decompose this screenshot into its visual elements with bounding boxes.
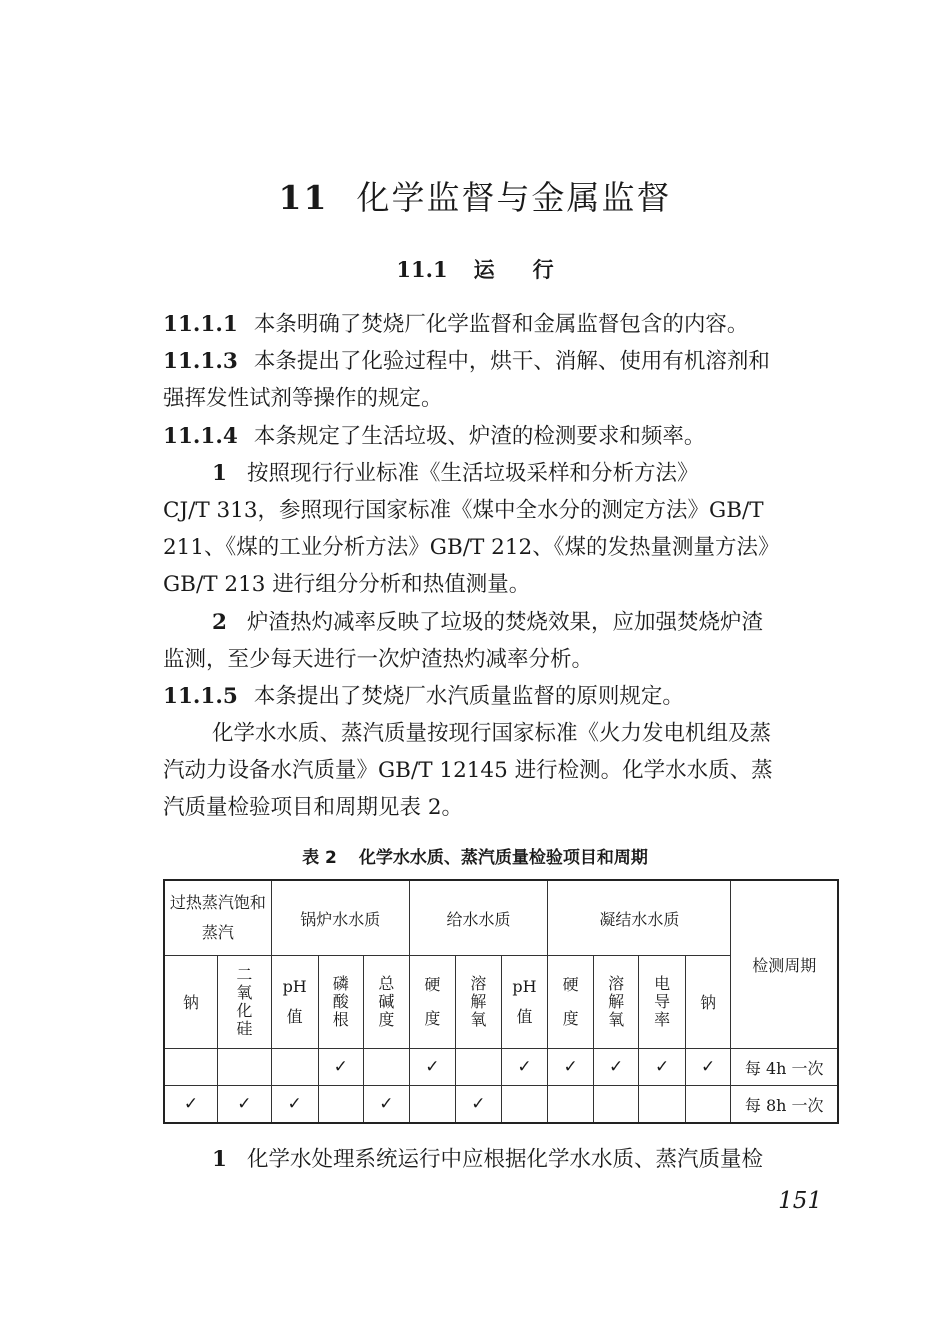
check-cell: ✓: [217, 1086, 271, 1124]
table-row: [164, 1049, 838, 1086]
table-caption: [0, 843, 950, 868]
clause-11-1-3: [163, 343, 770, 380]
column-header: 钠: [685, 956, 731, 1049]
chapter-title: 化学监督与金属监督: [356, 178, 672, 217]
period-header: 检测周期: [731, 880, 838, 1049]
clause-text: 本条明确了焚烧厂化学监督和金属监督包含的内容。: [253, 312, 749, 337]
column-header: 硬度: [548, 956, 594, 1049]
item-1-line: CJ/T 313，参照现行国家标准《煤中全水分的测定方法》GB/T: [163, 498, 764, 523]
clause-number: 11.1.1: [163, 312, 238, 337]
clause-continuation: 强挥发性试剂等操作的规定。: [163, 386, 443, 411]
item-1-line: GB/T 213 进行组分分析和热值测量。: [163, 572, 531, 597]
check-cell: [593, 1086, 639, 1124]
item-2-line: 监测，至少每天进行一次炉渣热灼减率分析。: [163, 647, 594, 672]
body-line: 汽质量检验项目和周期见表 2。: [163, 795, 464, 820]
table-title: 化学水水质、蒸汽质量检验项目和周期: [358, 848, 648, 868]
check-cell: ✓: [456, 1086, 502, 1124]
item-1-line: 211、《煤的工业分析方法》GB/T 212、《煤的发热量测量方法》: [163, 535, 780, 560]
column-header: 总碱度: [364, 956, 410, 1049]
column-header: 二氧化硅: [217, 956, 271, 1049]
table-number: 表 2: [302, 848, 337, 868]
check-cell: ✓: [409, 1049, 456, 1086]
check-cell: ✓: [318, 1049, 364, 1086]
column-header: 电导率: [639, 956, 686, 1049]
check-cell: [501, 1086, 548, 1124]
check-cell: [685, 1086, 731, 1124]
column-header: 硬度: [409, 956, 456, 1049]
period-cell: 每 4h 一次: [731, 1049, 838, 1086]
period-cell: 每 8h 一次: [731, 1086, 838, 1124]
check-cell: ✓: [501, 1049, 548, 1086]
item-1-line: [212, 455, 698, 492]
clause-text: 本条规定了生活垃圾、炉渣的检测要求和频率。: [253, 424, 706, 449]
clause-11-1-1: [163, 306, 748, 343]
body-line: 汽动力设备水汽质量》GB/T 12145 进行检测。化学水水质、蒸: [163, 758, 773, 783]
item-text: 化学水处理系统运行中应根据化学水水质、蒸汽质量检: [246, 1147, 763, 1172]
item-number: 1: [212, 1147, 227, 1172]
column-header: 磷酸根: [318, 956, 364, 1049]
item-number: 2: [212, 610, 227, 635]
check-cell: [271, 1049, 318, 1086]
water-quality-table: [163, 879, 839, 1124]
section-number: 11.1: [396, 257, 448, 282]
item-2-line: [212, 604, 763, 641]
check-cell: [364, 1049, 410, 1086]
clause-number: 11.1.5: [163, 684, 238, 709]
group-header: 过热蒸汽饱和蒸汽: [164, 880, 271, 956]
body-line: 化学水水质、蒸汽质量按现行国家标准《火力发电机组及蒸: [212, 721, 772, 746]
group-header: 锅炉水水质: [271, 880, 409, 956]
check-cell: [217, 1049, 271, 1086]
chapter-heading: [0, 172, 950, 219]
item-text: 炉渣热灼减率反映了垃圾的焚烧效果，应加强焚烧炉渣: [246, 610, 763, 635]
section-title-a: 运: [473, 257, 495, 282]
check-cell: ✓: [364, 1086, 410, 1124]
clause-number: 11.1.3: [163, 349, 238, 374]
check-cell: ✓: [164, 1086, 217, 1124]
column-header: pH值: [501, 956, 548, 1049]
section-heading: [0, 254, 950, 284]
group-header: 给水水质: [409, 880, 548, 956]
check-cell: [639, 1086, 686, 1124]
group-header: 凝结水水质: [548, 880, 731, 956]
check-cell: [409, 1086, 456, 1124]
trailing-item: [212, 1141, 763, 1178]
column-header: 溶解氧: [456, 956, 502, 1049]
clause-11-1-4: [163, 418, 705, 455]
table-row: [164, 1086, 838, 1124]
check-cell: ✓: [271, 1086, 318, 1124]
column-header: 溶解氧: [593, 956, 639, 1049]
check-cell: ✓: [685, 1049, 731, 1086]
check-cell: ✓: [639, 1049, 686, 1086]
page-number: 151: [778, 1188, 822, 1214]
check-cell: ✓: [593, 1049, 639, 1086]
check-cell: ✓: [548, 1049, 594, 1086]
clause-11-1-5: [163, 678, 684, 715]
chapter-number: 11: [278, 178, 329, 217]
column-header: 钠: [164, 956, 217, 1049]
check-cell: [548, 1086, 594, 1124]
clause-text: 本条提出了焚烧厂水汽质量监督的原则规定。: [253, 684, 684, 709]
check-cell: [456, 1049, 502, 1086]
check-cell: [318, 1086, 364, 1124]
table-header-row: [164, 880, 838, 956]
item-number: 1: [212, 461, 227, 486]
clause-text: 本条提出了化验过程中，烘干、消解、使用有机溶剂和: [253, 349, 770, 374]
item-text: 按照现行行业标准《生活垃圾采样和分析方法》: [246, 461, 699, 486]
column-header: pH值: [271, 956, 318, 1049]
clause-number: 11.1.4: [163, 424, 238, 449]
check-cell: [164, 1049, 217, 1086]
section-title-b: 行: [532, 257, 554, 282]
